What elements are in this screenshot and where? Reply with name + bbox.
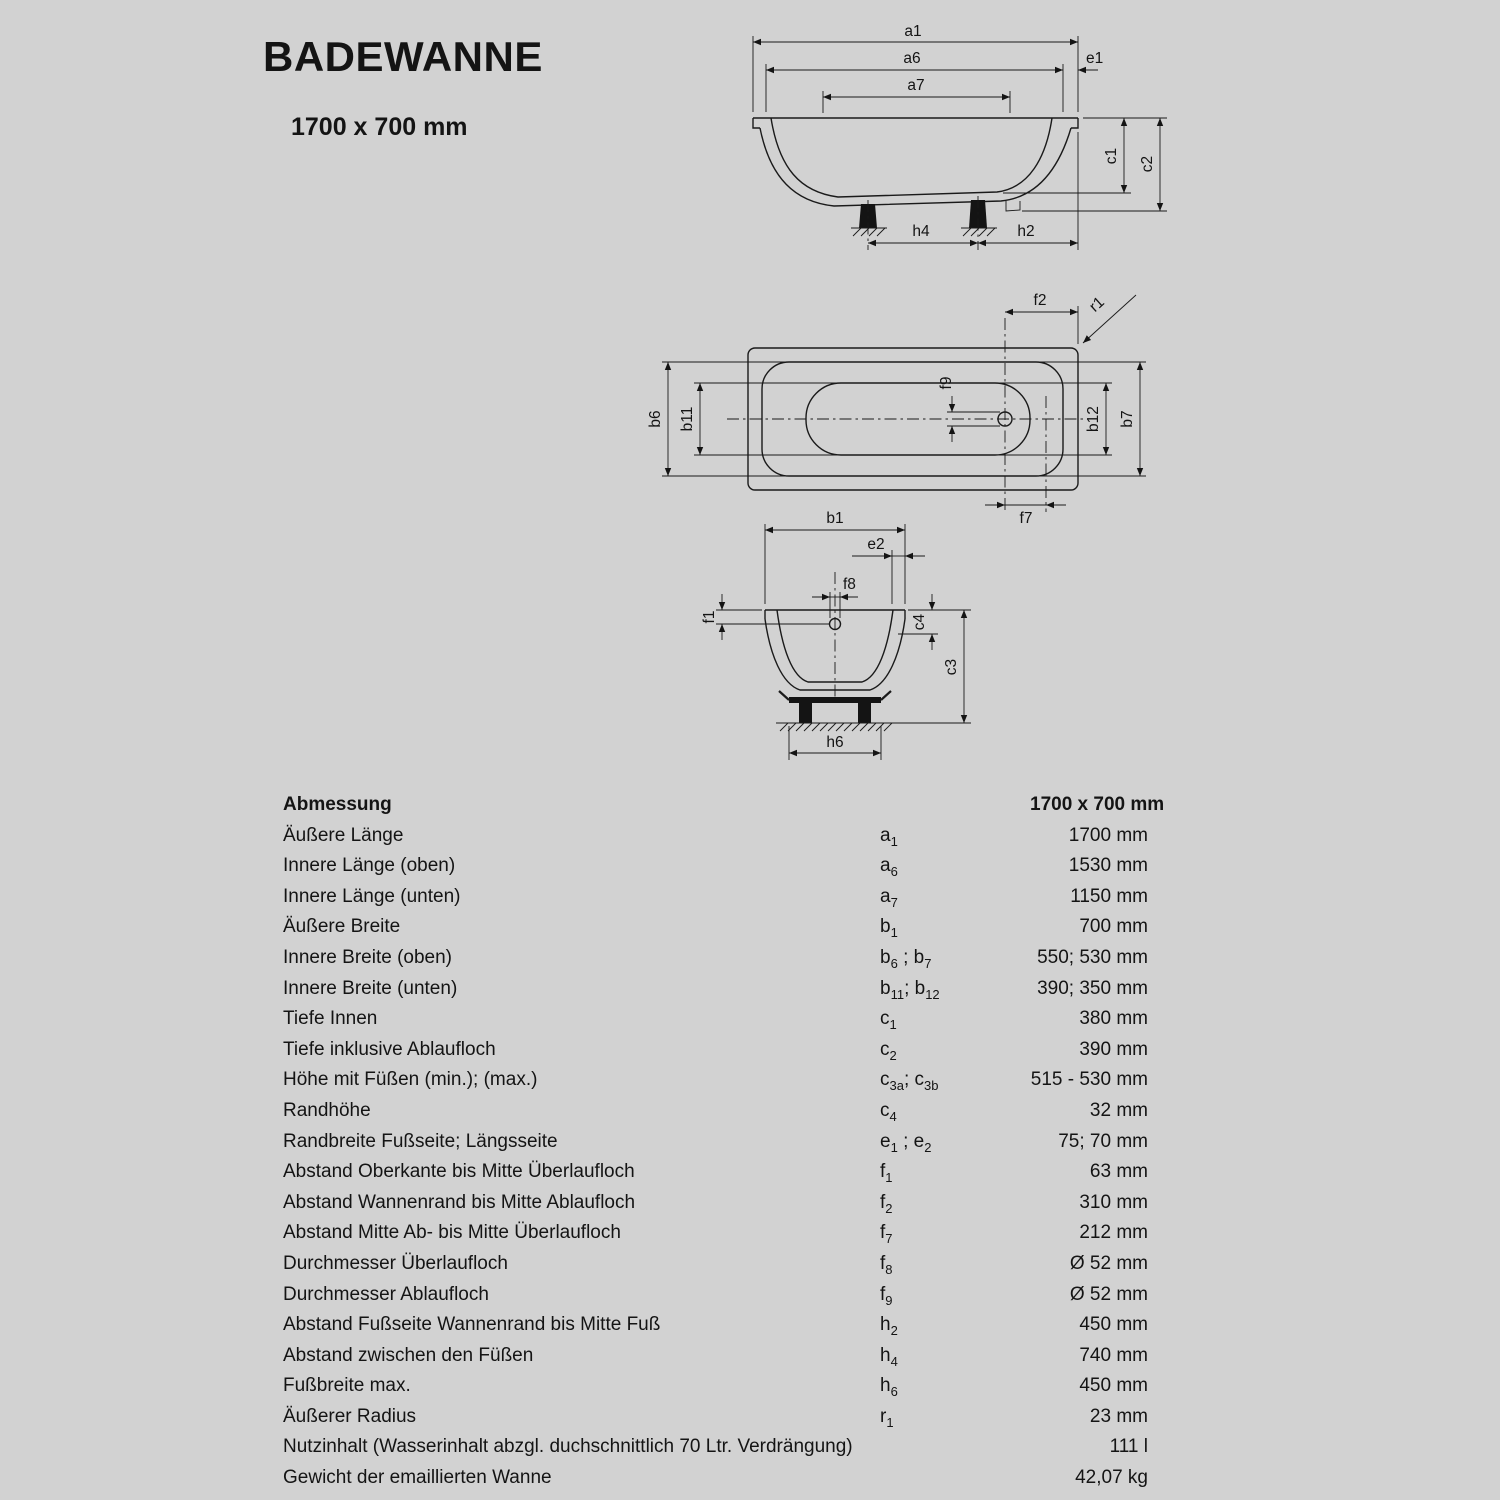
spec-row-symbol: $f_2$ (880, 1191, 893, 1216)
spec-row-value: 111 l (1109, 1436, 1148, 1458)
dim-label-b1: b1 (826, 510, 844, 527)
spec-row-symbol: $c_4$ (880, 1099, 897, 1124)
spec-row (283, 1371, 1148, 1402)
dim-label-c2: c2 (1139, 155, 1156, 173)
spec-row-value: 1700 mm (1068, 824, 1148, 846)
dim-label-b7: b7 (1119, 410, 1136, 428)
dim-label-e1: e1 (1086, 50, 1104, 67)
spec-row-label: Höhe mit Füßen (min.); (max.) (283, 1069, 538, 1091)
spec-row-symbol: $r_1$ (880, 1405, 894, 1430)
spec-row-label: Äußere Breite (283, 916, 401, 938)
spec-table (283, 790, 1165, 1494)
spec-row-value: 390; 350 mm (1037, 977, 1148, 999)
spec-row-label: Äußere Länge (283, 824, 404, 846)
spec-row (283, 1096, 1148, 1127)
spec-row-label: Tiefe Innen (283, 1008, 378, 1030)
spec-row-label: Fußbreite max. (283, 1375, 411, 1397)
spec-row-symbol: $f_7$ (880, 1222, 893, 1247)
spec-row (283, 1157, 1148, 1188)
spec-row (283, 882, 1148, 913)
dim-label-e2: e2 (867, 536, 885, 553)
spec-row-label: Randhöhe (283, 1099, 371, 1121)
spec-row-label: Abstand Oberkante bis Mitte Überlaufloch (283, 1161, 635, 1183)
spec-row-value: 740 mm (1079, 1344, 1148, 1366)
spec-header-symbol (880, 790, 1030, 821)
spec-row-symbol: $f_9$ (880, 1283, 893, 1308)
spec-row (283, 1432, 1148, 1463)
spec-row-value: Ø 52 mm (1069, 1283, 1148, 1305)
end-view (701, 510, 971, 760)
spec-row-symbol: $f_1$ (880, 1161, 893, 1185)
spec-row-label: Innere Breite (unten) (283, 977, 458, 999)
spec-row-symbol: $a_1$ (880, 824, 898, 849)
spec-row-label: Innere Länge (unten) (283, 885, 461, 907)
spec-row-value: 75; 70 mm (1058, 1130, 1148, 1152)
spec-row-label: Abstand Wannenrand bis Mitte Ablaufloch (283, 1191, 636, 1213)
spec-row-label: Innere Breite (oben) (283, 946, 452, 968)
spec-row-symbol (880, 1463, 1030, 1494)
spec-row (283, 943, 1148, 974)
dim-label-f2: f2 (1033, 292, 1047, 309)
spec-row-value: 380 mm (1079, 1008, 1148, 1030)
top-view-dimensions (647, 292, 1146, 527)
spec-table-header (283, 790, 1165, 821)
spec-row-value: 32 mm (1089, 1099, 1148, 1121)
spec-row-value: 700 mm (1079, 916, 1148, 938)
spec-row-label: Äußerer Radius (283, 1405, 417, 1427)
dim-label-f8: f8 (843, 576, 856, 593)
dim-label-f1: f1 (701, 610, 718, 624)
spec-row (283, 1280, 1148, 1311)
dim-label-h2: h2 (1017, 223, 1035, 240)
spec-header-label: Abmessung (283, 794, 392, 815)
side-view-dimensions (753, 23, 1167, 250)
spec-row-value: 550; 530 mm (1037, 946, 1148, 968)
spec-row-label: Abstand zwischen den Füßen (283, 1344, 534, 1366)
spec-row (283, 821, 1148, 852)
spec-row-label: Durchmesser Überlaufloch (283, 1252, 508, 1274)
spec-row-label: Abstand Fußseite Wannenrand bis Mitte Fuß (283, 1314, 661, 1336)
spec-row-value: 23 mm (1089, 1405, 1148, 1427)
spec-row (283, 1341, 1148, 1372)
spec-row-label: Innere Länge (oben) (283, 855, 456, 877)
dim-label-b11: b11 (679, 406, 696, 432)
side-view (753, 23, 1167, 250)
spec-row (283, 1218, 1148, 1249)
spec-row-symbol: $c_{3a}$; $c_{3b}$ (880, 1069, 939, 1094)
spec-row-value: 42,07 kg (1075, 1467, 1148, 1489)
spec-row-label: Randbreite Fußseite; Längsseite (283, 1130, 558, 1152)
dim-label-h6: h6 (826, 734, 844, 751)
spec-row-label: Tiefe inklusive Ablaufloch (283, 1038, 496, 1060)
spec-row-symbol: $a_6$ (880, 855, 898, 879)
spec-row-symbol: $h_6$ (880, 1375, 898, 1400)
dim-label-c3: c3 (943, 658, 960, 676)
spec-row-symbol (880, 1432, 1030, 1463)
spec-row (283, 1310, 1148, 1341)
spec-row-symbol: $c_1$ (880, 1008, 897, 1032)
spec-row-value: 390 mm (1079, 1038, 1148, 1060)
top-view (647, 292, 1146, 527)
spec-row-value: 1150 mm (1070, 885, 1148, 907)
spec-row-label: Nutzinhalt (Wasserinhalt abzgl. duchschnittlich 70 Ltr. Verdrängung) (283, 1436, 853, 1458)
spec-row (283, 912, 1148, 943)
spec-row (283, 1249, 1148, 1280)
spec-row-symbol: $a_7$ (880, 885, 898, 910)
spec-row-symbol: $e_1$ ; $e_2$ (880, 1130, 932, 1155)
dim-label-h4: h4 (912, 223, 930, 240)
page-title: BADEWANNE (263, 33, 543, 80)
spec-row-value: 450 mm (1079, 1314, 1148, 1336)
dim-label-a6: a6 (903, 50, 921, 67)
spec-row (283, 1127, 1148, 1158)
spec-row-value: 310 mm (1079, 1191, 1148, 1213)
spec-table-body (283, 821, 1148, 1494)
spec-row-value: 212 mm (1079, 1222, 1148, 1244)
spec-row-value: 515 - 530 mm (1030, 1069, 1148, 1091)
end-view-tub (765, 572, 905, 731)
spec-row-symbol: $h_2$ (880, 1314, 898, 1338)
dim-label-c4: c4 (911, 613, 928, 631)
spec-row (283, 1035, 1148, 1066)
spec-row-value: 450 mm (1079, 1375, 1148, 1397)
spec-row (283, 1402, 1148, 1433)
spec-row-value: 63 mm (1089, 1161, 1148, 1183)
spec-row-symbol: $h_4$ (880, 1344, 898, 1369)
spec-row-value: Ø 52 mm (1069, 1252, 1148, 1274)
dim-label-b12: b12 (1085, 406, 1102, 432)
end-view-dimensions (701, 510, 971, 760)
spec-row-label: Gewicht der emaillierten Wanne (283, 1467, 552, 1489)
spec-row (283, 851, 1148, 882)
spec-row-label: Durchmesser Ablaufloch (283, 1283, 489, 1305)
spec-row (283, 1188, 1148, 1219)
spec-row-symbol: $f_8$ (880, 1252, 893, 1277)
spec-row (283, 974, 1148, 1005)
dim-label-a1: a1 (904, 23, 922, 40)
spec-row-symbol: $b_{11}$; $b_{12}$ (880, 977, 940, 1002)
page-subtitle: 1700 x 700 mm (291, 113, 468, 141)
spec-row-label: Abstand Mitte Ab- bis Mitte Überlaufloch (283, 1222, 621, 1244)
spec-row (283, 1065, 1148, 1096)
dim-label-f9: f9 (938, 376, 955, 390)
dim-label-r1: r1 (1086, 293, 1108, 316)
dim-label-f7: f7 (1019, 510, 1033, 527)
dim-label-a7: a7 (907, 77, 925, 94)
spec-row-symbol: $b_1$ (880, 916, 898, 941)
dim-label-c1: c1 (1103, 147, 1120, 165)
side-view-tub (753, 118, 1078, 236)
top-view-tub (727, 318, 1097, 512)
spec-row-value: 1530 mm (1068, 855, 1148, 877)
dim-label-b6: b6 (647, 410, 664, 428)
spec-row (283, 1004, 1148, 1035)
spec-header-value: 1700 x 700 mm (1030, 794, 1165, 815)
spec-row-symbol: $c_2$ (880, 1038, 897, 1063)
spec-row (283, 1463, 1148, 1494)
spec-row-symbol: $b_6$ ; $b_7$ (880, 946, 932, 971)
